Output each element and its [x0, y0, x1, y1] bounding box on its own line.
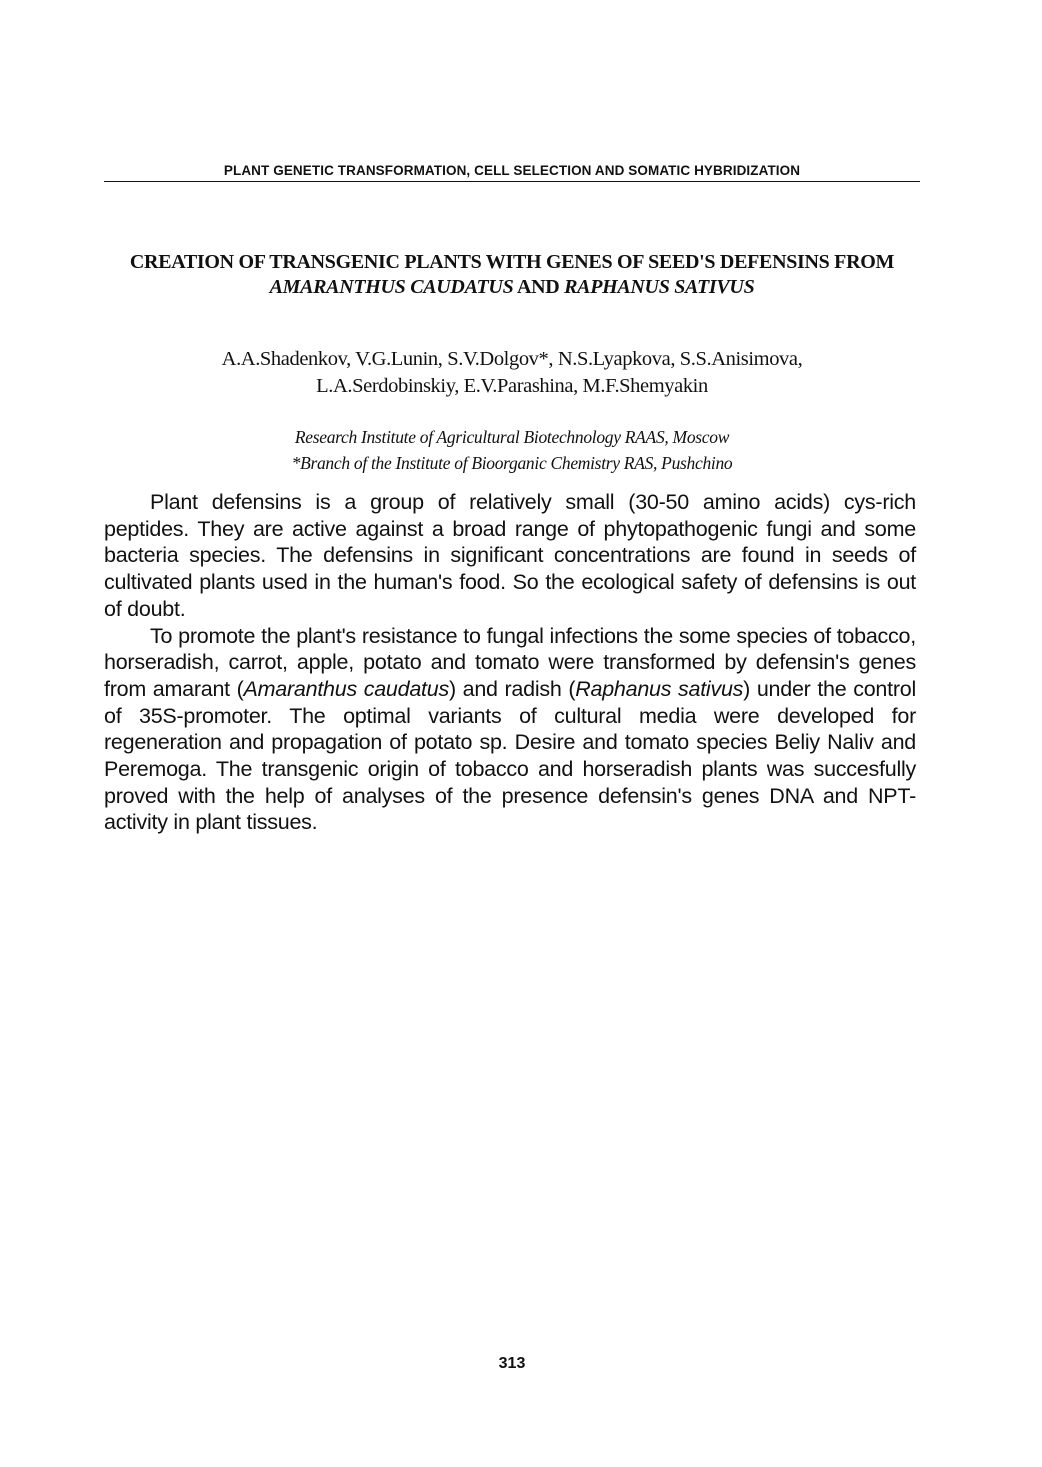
species-raphanus: Raphanus sativus: [575, 676, 744, 701]
affiliation-1: Research Institute of Agricultural Biotechnology RAAS, Moscow: [294, 427, 730, 447]
paragraph-2: [104, 623, 916, 837]
article-title: [104, 250, 920, 300]
page-number: 313: [498, 1355, 526, 1372]
header-rule: [104, 181, 920, 182]
abstract-body: [104, 489, 916, 836]
paragraph-1: Plant defensins is a group of relatively small (30-50 amino acids) cys-rich peptides. They are active against a broad range of phytopathogenic fungi and some bacteria species. The defensins in significant concentrations are found in seeds of cultivated plants used in the human's food. So the ecological safety of defensins is out of doubt.: [104, 490, 916, 621]
authors-line-2: L.A.Serdobinskiy, E.V.Parashina, M.F.Shemyakin: [316, 375, 708, 397]
affiliations: [104, 424, 920, 476]
paragraph-2-text-c: ) under the control of 35S-promoter. The optimal variants of cultural media were developed for regeneration and propagation of potato sp. Desire and tomato species Beliy Naliv and Peremoga. The transgenic origin of tobacco and horseradish plants was succesfully proved with the help of analyses of the presence defensin's genes DNA and NPT-activity in plant tissues.: [104, 676, 916, 835]
affiliation-2: *Branch of the Institute of Bioorganic Chemistry RAS, Pushchino: [291, 453, 733, 473]
paragraph-2-text-a: To promote the plant's resistance to fungal infections the some species of tobacco, horseradish, carrot, apple, potato and tomato were transformed by defensin's genes from amarant (: [104, 623, 916, 701]
title-species-amaranthus: AMARANTHUS CAUDATUS: [269, 276, 514, 298]
title-conjunction: AND: [513, 276, 565, 298]
title-species-raphanus: RAPHANUS SATIVUS: [564, 276, 755, 298]
paragraph-2-text-b: ) and radish (: [448, 676, 576, 701]
authors-line-1: A.A.Shadenkov, V.G.Lunin, S.V.Dolgov*, N.S.Lyapkova, S.S.Anisimova,: [221, 348, 803, 370]
authors: [104, 346, 920, 400]
species-amaranthus: Amaranthus caudatus: [243, 676, 449, 701]
title-text: CREATION OF TRANSGENIC PLANTS WITH GENES OF SEED'S DEFENSINS FROM: [129, 251, 895, 273]
running-header: PLANT GENETIC TRANSFORMATION, CELL SELECTION AND SOMATIC HYBRIDIZATION: [223, 163, 801, 178]
